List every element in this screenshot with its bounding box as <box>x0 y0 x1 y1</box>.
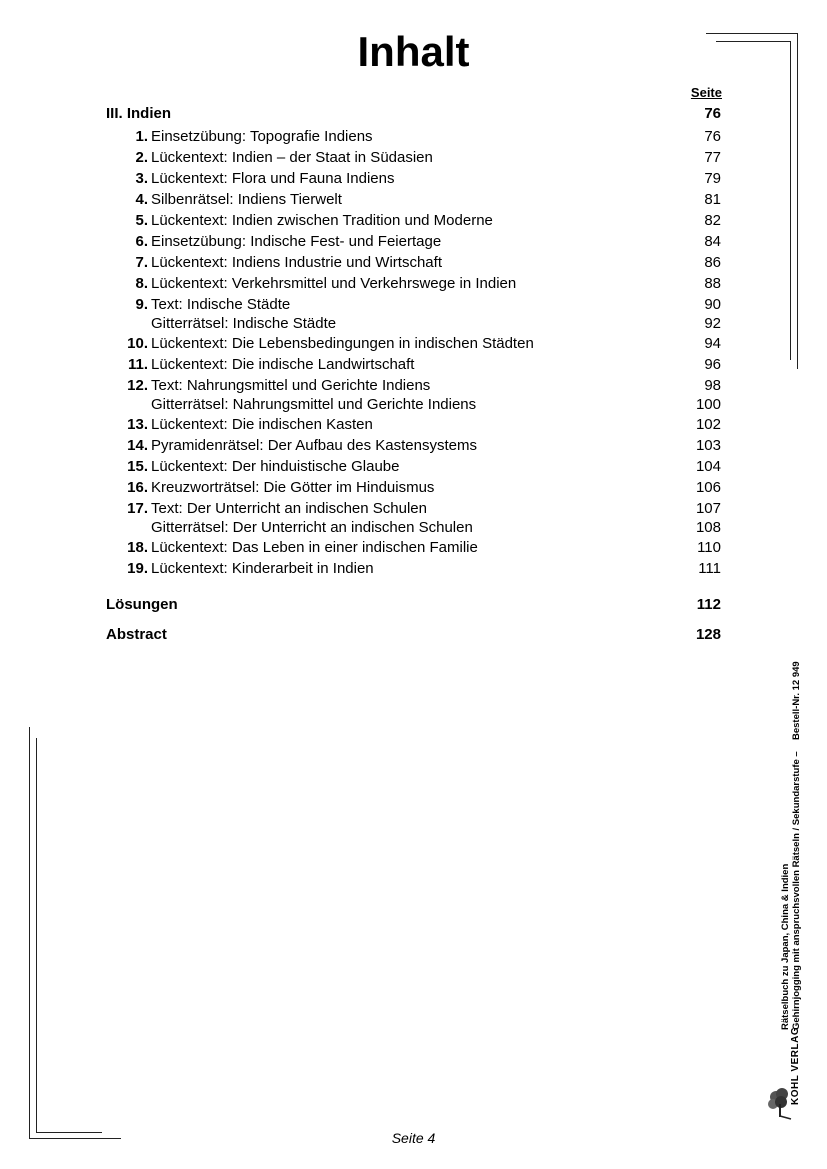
toc-entry-title: Lückentext: Das Leben in einer indischen Familie <box>151 539 478 556</box>
toc-entry-page: 107 <box>695 500 721 517</box>
toc-entry-page: 84 <box>704 233 721 250</box>
side-info <box>780 630 810 1030</box>
page-column-label: Seite <box>690 85 722 100</box>
toc-entry-line <box>151 498 721 519</box>
toc-entry-page: 98 <box>704 377 721 394</box>
toc-entry-line <box>151 396 721 414</box>
toc-entry-number: 17. <box>127 500 148 517</box>
toc-entry-number: 7. <box>135 254 148 271</box>
toc-entry-page: 90 <box>704 296 721 313</box>
toc-entry-page: 76 <box>704 128 721 145</box>
toc-entry-title: Lückentext: Die Lebensbedingungen in indischen Städten <box>151 335 534 352</box>
toc-entry-number: 18. <box>127 539 148 556</box>
toc-entry-number: 4. <box>135 191 148 208</box>
solutions-label: Lösungen <box>106 596 178 613</box>
toc-entry <box>106 231 721 252</box>
toc-entry-number: 16. <box>127 479 148 496</box>
section-heading <box>106 103 721 124</box>
toc-entry <box>106 333 721 354</box>
side-book-title: Rätselbuch zu Japan, China & Indien <box>780 863 791 1030</box>
toc-entry-number: 19. <box>127 560 148 577</box>
toc-entry-page: 88 <box>704 275 721 292</box>
toc-entry <box>106 537 721 558</box>
toc-entry-page: 94 <box>704 335 721 352</box>
page-title: Inhalt <box>357 28 470 75</box>
frame-top-right-inner-h <box>716 41 791 42</box>
toc-entry-title: Lückentext: Die indischen Kasten <box>151 416 373 433</box>
toc-entry-line <box>151 315 721 333</box>
toc-entry-title: Text: Nahrungsmittel und Gerichte Indiens <box>151 377 431 394</box>
toc-entry-page: 77 <box>704 149 721 166</box>
solutions-heading <box>106 594 721 615</box>
toc-entry-title: Gitterrätsel: Nahrungsmittel und Gerichte Indiens <box>151 396 477 413</box>
toc-entry-title: Text: Der Unterricht an indischen Schulen <box>151 500 427 517</box>
toc-entry <box>106 477 721 498</box>
toc-entry-line <box>151 519 721 537</box>
toc-entry-title: Einsetzübung: Topografie Indiens <box>151 128 373 145</box>
toc-entry-line <box>151 273 721 294</box>
toc-entry-page: 82 <box>704 212 721 229</box>
toc-entry-page: 92 <box>704 315 721 332</box>
toc-entry-title: Kreuzworträtsel: Die Götter im Hinduismus <box>151 479 435 496</box>
toc-entry-line <box>151 456 721 477</box>
toc-entry-number: 2. <box>135 149 148 166</box>
toc-entry <box>106 294 721 333</box>
toc-entry-line <box>151 354 721 375</box>
toc-entry <box>106 252 721 273</box>
toc-entry-page: 106 <box>695 479 721 496</box>
toc-entry-line <box>151 477 721 498</box>
toc-entry <box>106 273 721 294</box>
frame-top-right-inner-v <box>790 41 791 360</box>
toc-entry <box>106 414 721 435</box>
abstract-heading <box>106 624 721 645</box>
toc-entry-line <box>151 333 721 354</box>
toc-entry <box>106 147 721 168</box>
toc-entry-page: 100 <box>695 396 721 413</box>
toc-entry-title: Pyramidenrätsel: Der Aufbau des Kastensystems <box>151 437 477 454</box>
toc-entry <box>106 210 721 231</box>
toc-entry-number: 13. <box>127 416 148 433</box>
toc-entry-title: Lückentext: Verkehrsmittel und Verkehrswege in Indien <box>151 275 517 292</box>
toc-entry-page: 104 <box>695 458 721 475</box>
abstract-page: 128 <box>695 626 721 643</box>
frame-top-right-outer-v <box>797 33 798 369</box>
frame-bottom-left-outer-v <box>29 727 30 1139</box>
toc-entry-number: 8. <box>135 275 148 292</box>
solutions-page: 112 <box>696 596 721 613</box>
toc-entry-line <box>151 252 721 273</box>
toc-entry-line <box>151 414 721 435</box>
toc-entry-title: Gitterrätsel: Der Unterricht an indischen Schulen <box>151 519 473 536</box>
toc-entry-page: 103 <box>695 437 721 454</box>
toc-entry-page: 96 <box>704 356 721 373</box>
toc-entry-title: Lückentext: Die indische Landwirtschaft <box>151 356 415 373</box>
toc-entry-title: Gitterrätsel: Indische Städte <box>151 315 337 332</box>
toc-entry-number: 1. <box>135 128 148 145</box>
toc-entry <box>106 456 721 477</box>
toc-entry-line <box>151 558 721 579</box>
toc-entry-page: 108 <box>695 519 721 536</box>
section-label: III. Indien <box>106 105 172 122</box>
toc-entry-page: 102 <box>695 416 721 433</box>
toc-entry-title: Lückentext: Kinderarbeit in Indien <box>151 560 374 577</box>
toc-entry-title: Lückentext: Indiens Industrie und Wirtschaft <box>151 254 442 271</box>
toc-entry-number: 6. <box>135 233 148 250</box>
toc-entry-line <box>151 435 721 456</box>
toc-entry <box>106 354 721 375</box>
toc-list <box>106 126 721 579</box>
toc-entry-page: 86 <box>704 254 721 271</box>
toc-entry-page: 79 <box>704 170 721 187</box>
toc-entry-number: 3. <box>135 170 148 187</box>
toc-entry-line <box>151 189 721 210</box>
side-subtitle: Gehirnjogging mit anspruchsvollen Rätseln / Sekundarstufe – <box>791 751 802 1030</box>
toc-entry-title: Text: Indische Städte <box>151 296 291 313</box>
toc-entry-title: Lückentext: Flora und Fauna Indiens <box>151 170 395 187</box>
toc-entry-title: Einsetzübung: Indische Fest- und Feiertage <box>151 233 442 250</box>
toc-entry-line <box>151 375 721 396</box>
toc-entry <box>106 126 721 147</box>
toc-entry <box>106 189 721 210</box>
frame-top-right-outer-h <box>706 33 798 34</box>
toc-entry <box>106 498 721 537</box>
toc-entry-number: 14. <box>127 437 148 454</box>
toc-entry-number: 15. <box>127 458 148 475</box>
toc-entry-number: 11. <box>127 356 148 373</box>
toc-entry-line <box>151 168 721 189</box>
page-footer: Seite 4 <box>391 1130 436 1146</box>
toc-entry-line <box>151 294 721 315</box>
toc-entry-line <box>151 210 721 231</box>
toc-entry-title: Silbenrätsel: Indiens Tierwelt <box>151 191 342 208</box>
toc-entry-page: 81 <box>704 191 721 208</box>
toc-entry <box>106 558 721 579</box>
toc-entry <box>106 375 721 414</box>
toc-entry-title: Lückentext: Indien zwischen Tradition und Moderne <box>151 212 493 229</box>
toc-entry-line <box>151 147 721 168</box>
toc-entry-line <box>151 231 721 252</box>
abstract-label: Abstract <box>106 626 167 643</box>
side-order-number: Bestell-Nr. 12 949 <box>791 661 802 740</box>
toc-entry-number: 12. <box>127 377 148 394</box>
toc-entry-number: 10. <box>127 335 148 352</box>
section-page: 76 <box>704 105 721 122</box>
toc-entry-number: 9. <box>135 296 148 313</box>
toc-entry-page: 111 <box>698 560 721 577</box>
toc-entry-title: Lückentext: Der hinduistische Glaube <box>151 458 400 475</box>
toc-entry <box>106 168 721 189</box>
toc-entry <box>106 435 721 456</box>
frame-bottom-left-inner-v <box>36 738 37 1132</box>
toc-entry-line <box>151 126 721 147</box>
toc-entry-title: Lückentext: Indien – der Staat in Südasien <box>151 149 433 166</box>
toc-entry-number: 5. <box>135 212 148 229</box>
toc-entry-line <box>151 537 721 558</box>
toc-entry-page: 110 <box>697 539 721 556</box>
publisher-logo-text: KOHL VERLAG <box>790 1026 801 1105</box>
